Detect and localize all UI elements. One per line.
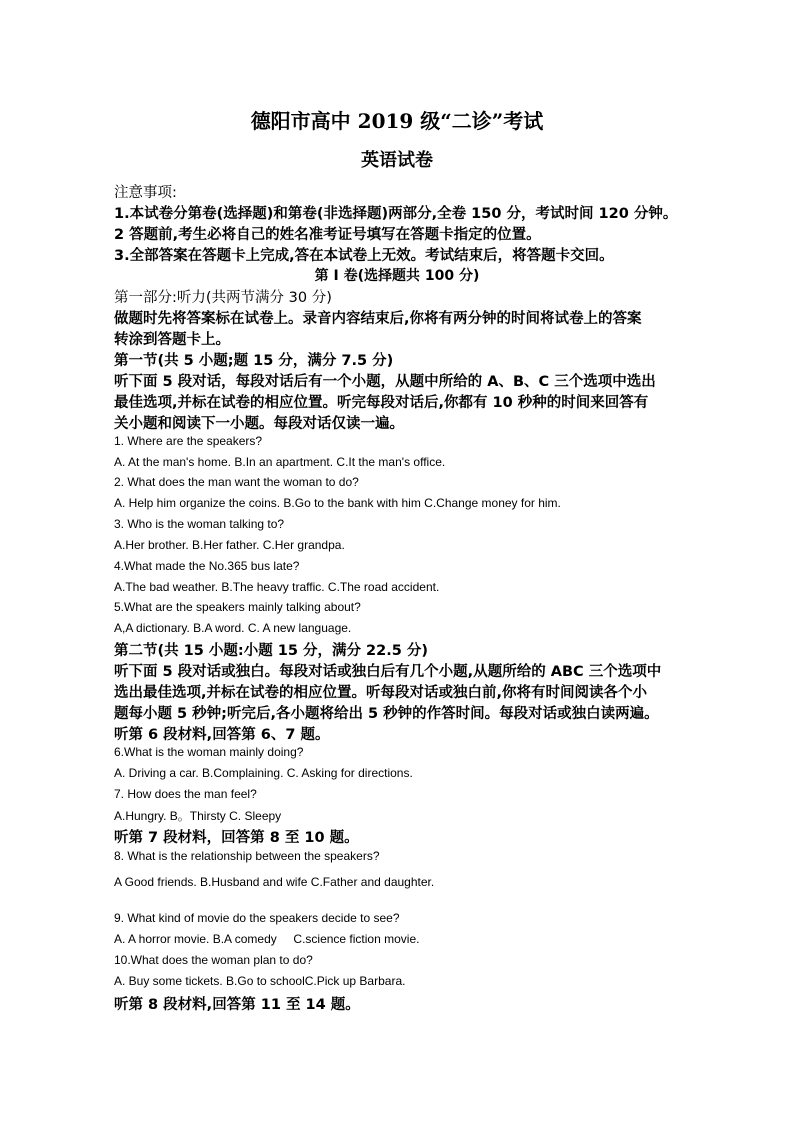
material-heading: 听第 8 段材料,回答第 11 至 14 题。	[114, 997, 360, 1013]
section2-instruction: 题每小题 5 秒钟;听完后,各小题将给出 5 秒钟的作答时间。每段对话或独白读两遍。	[114, 706, 659, 722]
question-text: 9. What kind of movie do the speakers decide to see?	[114, 911, 400, 925]
material-heading: 听第 7 段材料，回答第 8 至 10 题。	[114, 830, 359, 846]
part1-instruction: 做题时先将答案标在试卷上。录音内容结束后,你将有两分钟的时间将试卷上的答案	[114, 311, 642, 327]
question-options: A Good friends. B.Husband and wife C.Father and daughter.	[114, 875, 435, 889]
question-options: A.Her brother. B.Her father. C.Her grandpa.	[114, 538, 345, 552]
exam-subtitle: 英语试卷	[361, 150, 433, 171]
question-text: 2. What does the man want the woman to do?	[114, 475, 359, 489]
question-text: 8. What is the relationship between the speakers?	[114, 849, 380, 863]
part1-heading: 第一部分:听力(共两节满分 30 分)	[114, 290, 332, 306]
section2-heading: 第二节(共 15 小题:小题 15 分，满分 22.5 分)	[114, 643, 428, 659]
material-heading: 听第 6 段材料,回答第 6、7 题。	[114, 727, 330, 743]
section2-instruction: 听下面 5 段对话或独白。每段对话或独白后有几个小题,从题所给的 ABC 三个选项中	[114, 664, 662, 680]
notice-item: 1.本试卷分第卷(选择题)和第卷(非选择题)两部分,全卷 150 分，考试时间 120 分钟。	[114, 206, 678, 222]
notice-item: 2 答题前,考生必将自己的姓名准考证号填写在答题卡指定的位置。	[114, 227, 541, 243]
question-options: A. Buy some tickets. B.Go to schoolC.Pick up Barbara.	[114, 974, 406, 988]
section1-instruction: 关小题和阅读下一小题。每段对话仅读一遍。	[114, 416, 404, 432]
question-options: A. Help him organize the coins. B.Go to the bank with him C.Change money for him.	[114, 496, 561, 510]
exam-title: 德阳市高中 2019 级“二诊”考试	[250, 109, 544, 133]
part1-instruction: 转涂到答题卡上。	[114, 332, 230, 348]
question-text: 3. Who is the woman talking to?	[114, 517, 285, 531]
section1-instruction: 听下面 5 段对话，每段对话后有一个小题，从题中所给的 A、B、C 三个选项中选出	[114, 374, 656, 390]
question-options: A. At the man's home. B.In an apartment. C.It the man's office.	[114, 455, 446, 469]
notice-item: 3.全部答案在答题卡上完成,答在本试卷上无效。考试结束后，将答题卡交回。	[114, 248, 614, 264]
question-text: 10.What does the woman plan to do?	[114, 953, 313, 967]
question-options: A.Hungry. B。Thirsty C. Sleepy	[114, 809, 282, 823]
section2-instruction: 选出最佳选项,并标在试卷的相应位置。听每段对话或独白前,你将有时间阅读各个小	[114, 685, 648, 701]
question-text: 4.What made the No.365 bus late?	[114, 559, 300, 573]
question-options: A. A horror movie. B.A comedy C.science fiction movie.	[114, 932, 420, 946]
section1-instruction: 最佳选项,并标在试卷的相应位置。听完每段对话后,你都有 10 秒种的时间来回答有	[114, 395, 649, 411]
section1-heading: 第一节(共 5 小题;题 15 分，满分 7.5 分)	[114, 353, 394, 369]
question-text: 5.What are the speakers mainly talking about?	[114, 600, 361, 614]
volume-title: 第 I 卷(选择题共 100 分)	[314, 268, 480, 284]
question-options: A,A dictionary. B.A word. C. A new language.	[114, 621, 352, 635]
notice-heading: 注意事项:	[114, 185, 177, 201]
question-text: 7. How does the man feel?	[114, 787, 257, 801]
question-text: 1. Where are the speakers?	[114, 434, 263, 448]
question-options: A.The bad weather. B.The heavy traffic. C.The road accident.	[114, 580, 440, 594]
question-text: 6.What is the woman mainly doing?	[114, 745, 304, 759]
question-options: A. Driving a car. B.Complaining. C. Asking for directions.	[114, 766, 413, 780]
